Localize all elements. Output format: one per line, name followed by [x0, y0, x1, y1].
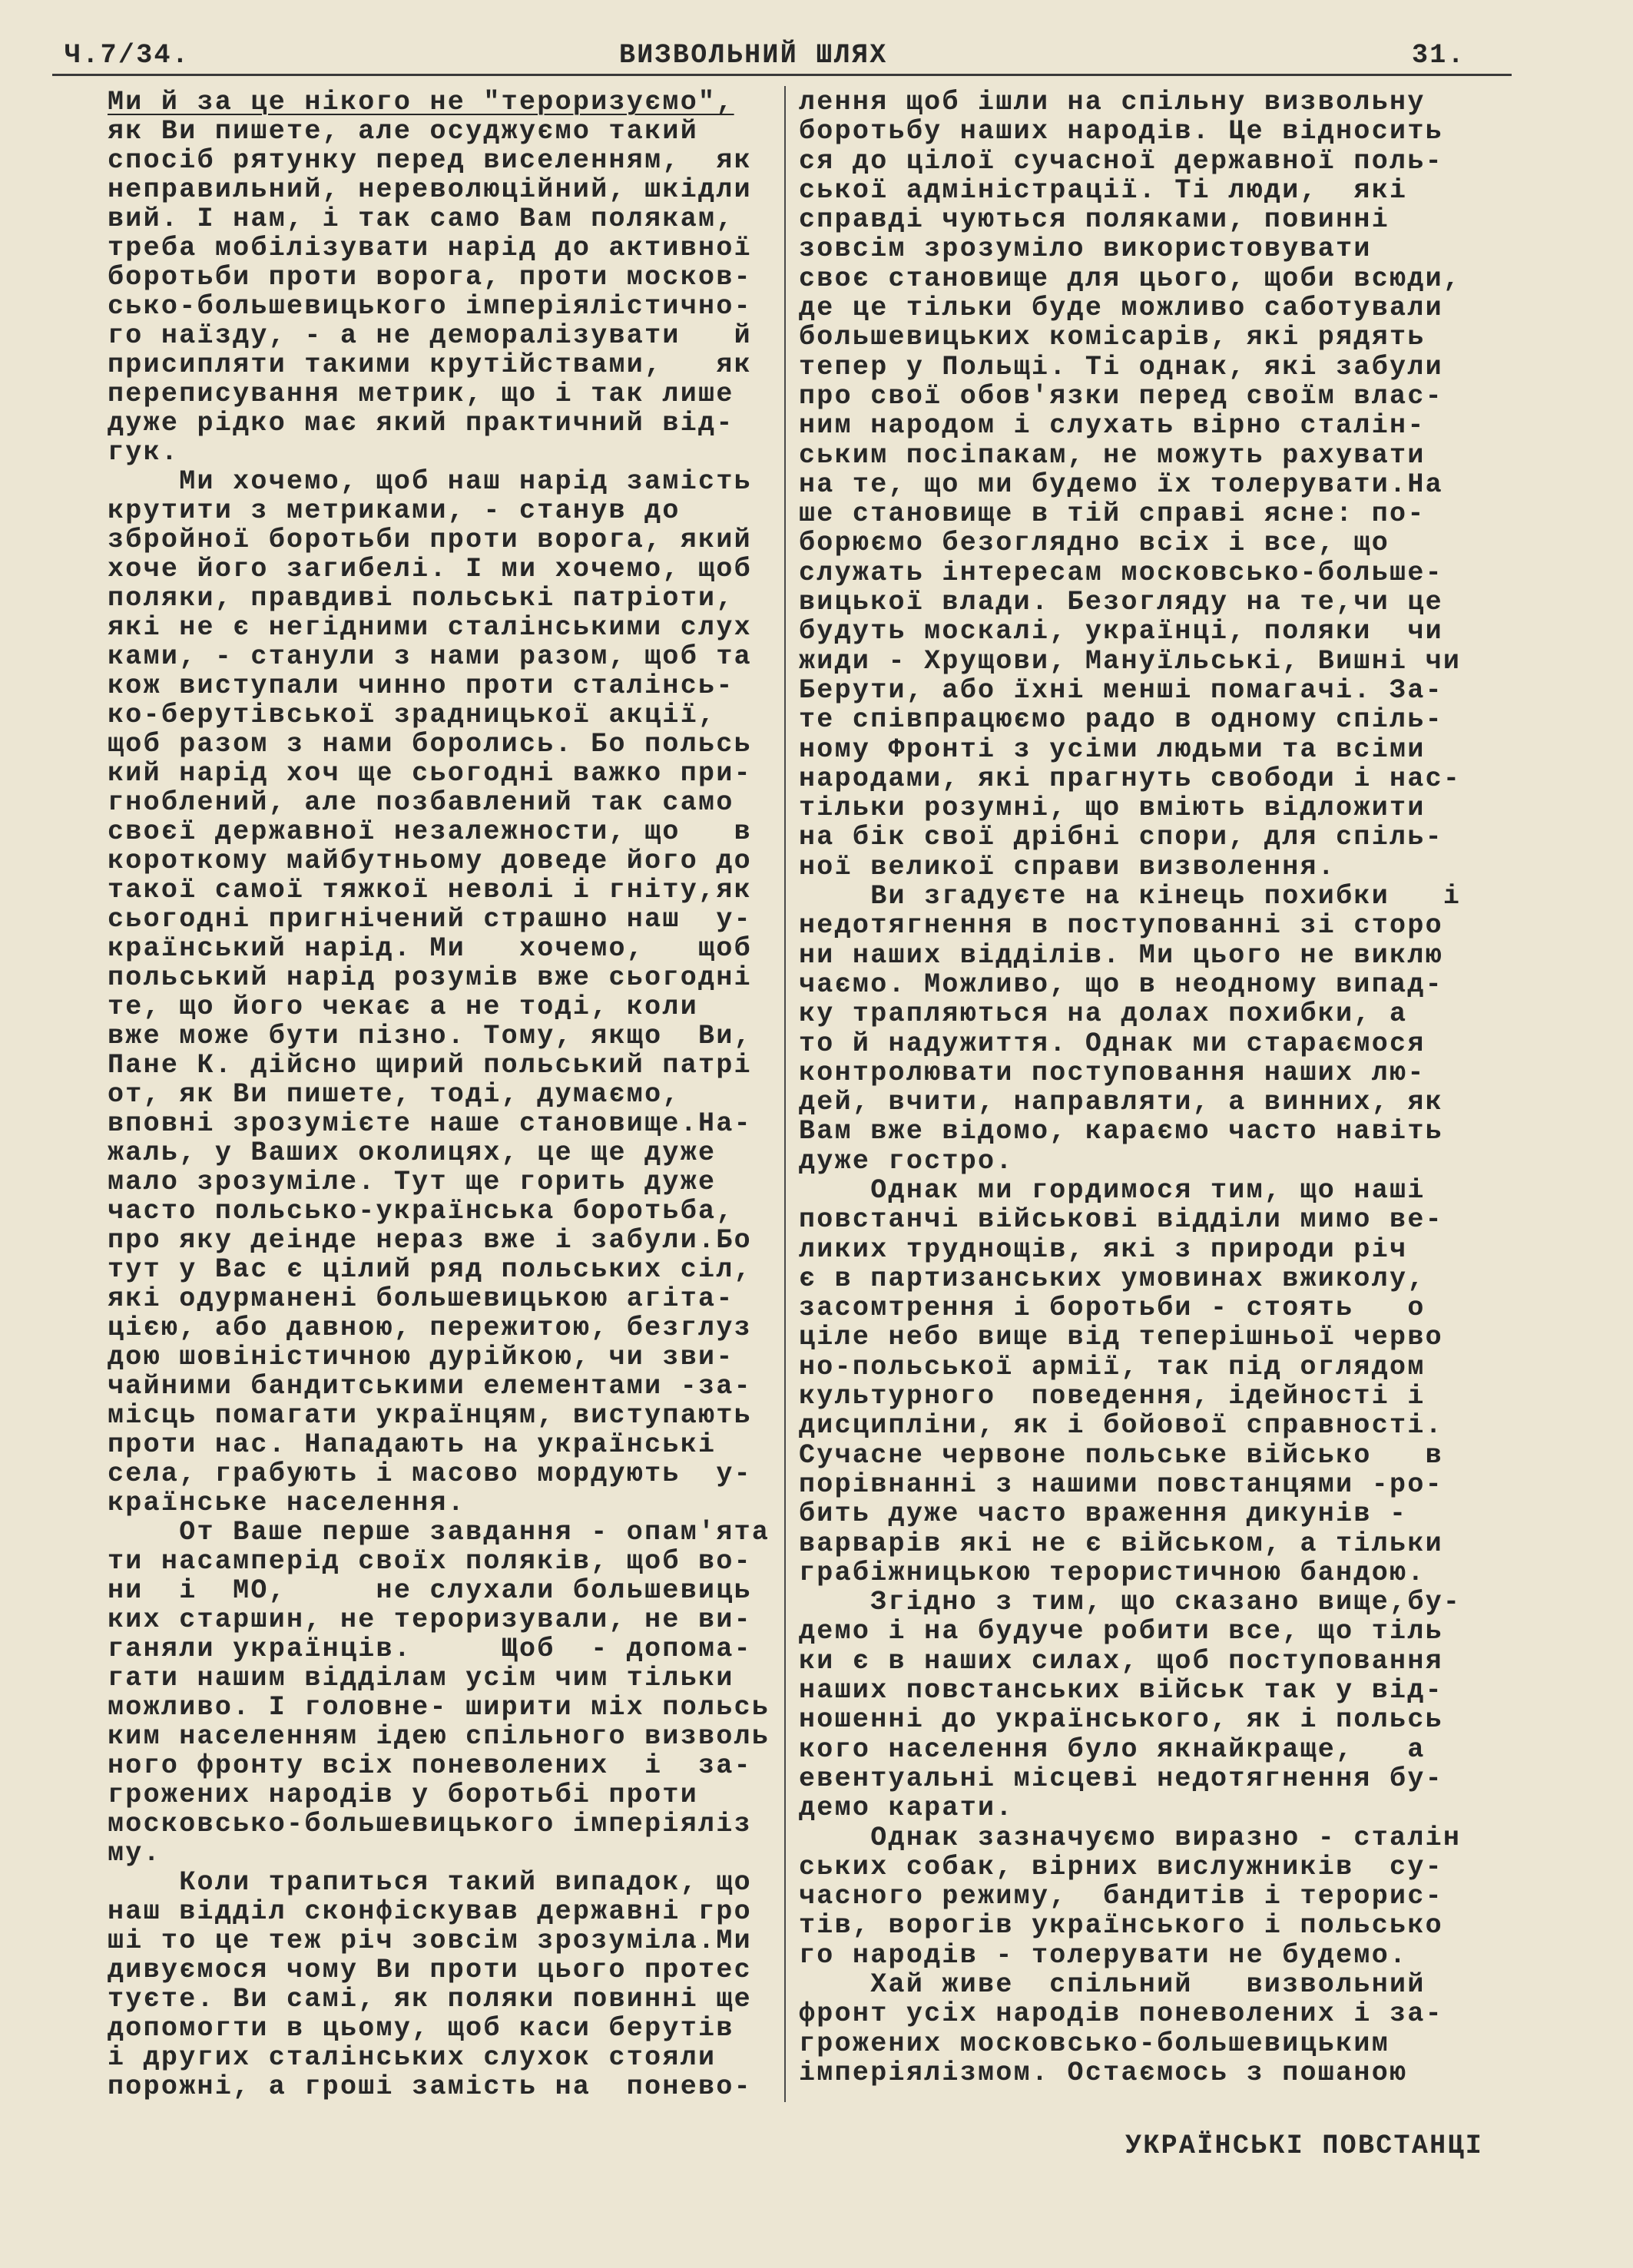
text-line: те, що його чекає а не тоді, коли: [108, 992, 699, 1022]
text-line: такої самої тяжкої неволі і гніту,як: [108, 875, 752, 906]
text-line: гук.: [108, 437, 180, 468]
text-line: Однак ми гордимося тим, що наші: [799, 1174, 1426, 1206]
text-line: порожні, а гроші замість на понево-: [108, 2071, 752, 2102]
text-line: ші то це теж річ зовсім зрозуміла.Ми: [108, 1925, 752, 1956]
text-line: села, грабують і масово мордують у-: [108, 1458, 752, 1489]
text-line: го наїзду, - а не деморалізувати й: [108, 320, 752, 351]
text-line: дою шовіністичною дурійкою, чи зви-: [108, 1342, 734, 1372]
text-line: боротьбу наших народів. Це відносить: [799, 116, 1443, 147]
text-line: московсько-большевицького імперіяліз: [108, 1809, 752, 1839]
text-line: повстанчі військові відділи мимо ве-: [799, 1204, 1443, 1236]
text-line: тепер у Польщі. Ті однак, які забули: [799, 351, 1443, 382]
page-number: 31.: [1412, 40, 1466, 71]
text-line: ликих труднощів, які з природи річ: [799, 1233, 1408, 1265]
text-line: ся до цілої сучасної державної поль-: [799, 145, 1443, 177]
text-line: ше становище в тій справі ясне: по-: [799, 498, 1426, 530]
text-line: кий нарід хоч ще сьогодні важко при-: [108, 758, 752, 789]
text-line: наш відділ сконфіскував державні гро: [108, 1896, 752, 1927]
text-line: Коли трапиться такий випадок, що: [108, 1867, 752, 1898]
text-line: можливо. І головне- ширити міх польсь: [108, 1692, 770, 1723]
text-line: грабіжницькою терористичною бандою.: [799, 1557, 1426, 1588]
text-line: Однак зазначуємо виразно - сталін: [799, 1822, 1462, 1853]
text-line: недотягнення в поступованні зі сторо: [799, 910, 1443, 942]
text-line: жиди - Хрущови, Мануїльські, Вишні чи: [799, 645, 1462, 677]
text-line: тільки розумні, що вміють відложити: [799, 793, 1426, 824]
text-line: ками, - станули з нами разом, щоб та: [108, 641, 752, 672]
text-line: Ми й за це нікого не "тероризуємо",: [108, 87, 734, 118]
text-line: лення щоб ішли на спільну визвольну: [799, 87, 1426, 118]
text-line: ки є в наших силах, щоб поступовання: [799, 1645, 1443, 1677]
text-line: переписування метрик, що і так лише: [108, 379, 734, 409]
text-line: те співпрацюємо радо в одному спіль-: [799, 704, 1443, 736]
signature: УКРАЇНСЬКІ ПОВСТАНЦІ: [1125, 2131, 1484, 2161]
text-line: хоче його загибелі. І ми хочемо, щоб: [108, 554, 752, 584]
text-line: сьогодні пригнічений страшно наш у-: [108, 904, 752, 935]
text-line: країнське населення.: [108, 1488, 466, 1518]
text-line: чаємо. Можливо, що в неодному випад-: [799, 968, 1443, 1000]
text-line: мало зрозуміле. Тут ще горить дуже: [108, 1167, 717, 1197]
text-line: евентуальні місцеві недотягнення бу-: [799, 1763, 1443, 1794]
text-line: ним народом і слухать вірно сталін-: [799, 410, 1426, 442]
text-line: Хай живе спільний визвольний: [799, 1969, 1426, 2000]
text-line: Ми хочемо, щоб наш нарід замість: [108, 466, 752, 497]
text-line: допомогти в цьому, щоб каси берутів: [108, 2013, 734, 2044]
text-line: Пане К. дійсно щирий польський патрі: [108, 1050, 752, 1081]
text-line: зовсім зрозуміло використовувати: [799, 233, 1372, 265]
right-column: [799, 88, 1461, 2088]
text-line: ного фронту всіх поневолених і за-: [108, 1750, 752, 1781]
text-line: неправильний, нереволюційний, шкідли: [108, 174, 752, 205]
text-line: ганяли українців. Щоб - допома-: [108, 1634, 752, 1664]
text-line: є в партизанських умовинах вжиколу,: [799, 1263, 1426, 1294]
text-line: ної великої справи визволення.: [799, 851, 1337, 882]
text-line: поляки, правдиві польські патріоти,: [108, 583, 734, 614]
journal-title: ВИЗВОЛЬНИЙ ШЛЯХ: [619, 40, 888, 71]
text-line: які одурманені большевицькою агіта-: [108, 1283, 734, 1314]
text-line: демо карати.: [799, 1793, 1014, 1824]
text-line: борюємо безоглядно всіх і все, що: [799, 528, 1390, 559]
text-line: боротьби проти ворога, проти москов-: [108, 262, 752, 293]
text-line: кого населення було якнайкраще, а: [799, 1733, 1426, 1765]
left-column: [108, 88, 770, 2101]
text-line: грожених народів у боротьбі проти: [108, 1780, 699, 1810]
text-line: фронт усіх народів поневолених і за-: [799, 1998, 1443, 2030]
text-line: го народів - толерувати не будемо.: [799, 1939, 1408, 1971]
text-line: треба мобілізувати нарід до активної: [108, 233, 752, 263]
text-line: часто польсько-українська боротьба,: [108, 1196, 734, 1227]
text-line: місць помагати українцям, виступають: [108, 1400, 752, 1431]
text-line: жаль, у Ваших околицях, це ще дуже: [108, 1137, 717, 1168]
text-line: гати нашим відділам усім чим тільки: [108, 1663, 734, 1694]
text-line: сько-большевицького імперіялістично-: [108, 291, 752, 322]
text-line: часного режиму, бандитів і терорис-: [799, 1881, 1443, 1912]
text-line: як Ви пишете, але осуджуємо такий: [108, 116, 699, 147]
text-line: ношенні до українського, як і польсь: [799, 1704, 1443, 1736]
text-line: ських собак, вірних вислужників су-: [799, 1851, 1443, 1882]
text-line: де це тільки буде можливо саботували: [799, 293, 1443, 324]
text-line: вицької влади. Безогляду на те,чи це: [799, 587, 1443, 618]
text-line: ни наших відділів. Ми цього не виклю: [799, 939, 1443, 971]
text-line: От Ваше перше завдання - опам'ята: [108, 1517, 770, 1548]
text-line: імперіялізмом. Остаємось з пошаною: [799, 2057, 1408, 2088]
text-line: які не є негідними сталінськими слух: [108, 612, 752, 643]
text-line: спосіб рятунку перед виселенням, як: [108, 145, 752, 176]
text-line: ським посіпакам, не можуть рахувати: [799, 439, 1426, 471]
text-line: ному Фронті з усіми людьми та всіми: [799, 733, 1426, 765]
text-line: контролювати поступовання наших лю-: [799, 1057, 1426, 1088]
text-line: кож виступали чинно проти сталінсь-: [108, 670, 734, 701]
text-line: короткому майбутньому доведе його до: [108, 846, 752, 876]
text-line: своє становище для цього, щоби всюди,: [799, 263, 1462, 294]
text-line: ку трапляються на долах похибки, а: [799, 998, 1408, 1030]
text-line: ких старшин, не тероризували, не ви-: [108, 1604, 752, 1635]
text-line: вже може бути пізно. Тому, якщо Ви,: [108, 1021, 752, 1051]
text-line: Згідно з тим, що сказано вище,бу-: [799, 1587, 1462, 1618]
text-line: своєї державної незалежности, що в: [108, 816, 752, 847]
text-line: проти нас. Нападають на українські: [108, 1429, 717, 1460]
text-line: ко-берутівської зрадницької акції,: [108, 700, 717, 730]
text-line: і других сталінських слухок стояли: [108, 2042, 717, 2073]
text-line: служать інтересам московсько-больше-: [799, 557, 1443, 588]
text-line: ської адміністрації. Ті люди, які: [799, 174, 1408, 206]
text-line: бить дуже часто враження дикунів -: [799, 1498, 1408, 1530]
text-line: ціле небо вище від теперішньої черво: [799, 1322, 1443, 1353]
text-line: дуже рідко має який практичний від-: [108, 408, 734, 439]
text-line: ти насамперід своїх поляків, щоб во-: [108, 1546, 752, 1577]
text-line: дей, вчити, направляти, а винних, як: [799, 1087, 1443, 1118]
issue-number: Ч.7/34.: [65, 40, 190, 71]
text-line: то й надужиття. Однак ми стараємося: [799, 1028, 1426, 1059]
text-line: грожених московсько-большевицьким: [799, 2028, 1390, 2059]
text-line: наших повстанських військ так у від-: [799, 1675, 1443, 1707]
text-line: на те, що ми будемо їх толерувати.На: [799, 468, 1443, 500]
text-line: збройної боротьби проти ворога, який: [108, 525, 752, 555]
text-line: польський нарід розумів вже сьогодні: [108, 962, 752, 993]
text-line: крутити з метриками, - станув до: [108, 495, 681, 526]
text-line: от, як Ви пишете, тоді, думаємо,: [108, 1079, 681, 1110]
text-line: ни і МО, не слухали большевиць: [108, 1575, 752, 1606]
text-line: дуже гостро.: [799, 1145, 1014, 1177]
text-line: Ви згадуєте на кінець похибки і: [799, 881, 1462, 912]
text-line: цією, або давною, пережитою, безглуз: [108, 1313, 752, 1343]
text-line: народами, які прагнуть свободи і нас-: [799, 763, 1462, 794]
text-line: порівнанні з нашими повстанцями -ро-: [799, 1468, 1443, 1500]
text-line: варварів які не є військом, а тільки: [799, 1528, 1443, 1559]
text-line: засомтрення і боротьби - стоять о: [799, 1293, 1426, 1324]
text-line: на бік свої дрібні спори, для спіль-: [799, 822, 1443, 853]
text-line: будуть москалі, українці, поляки чи: [799, 616, 1443, 647]
text-line: вий. І нам, і так само Вам полякам,: [108, 204, 734, 234]
text-line: большевицьких комісарів, які рядять: [799, 322, 1426, 353]
text-line: Сучасне червоне польське військо в: [799, 1439, 1443, 1471]
text-line: чайними бандитськими елементами -за-: [108, 1371, 752, 1402]
text-line: туєте. Ви самі, як поляки повинні ще: [108, 1984, 752, 2015]
text-line: тів, ворогів українського і польсько: [799, 1910, 1443, 1942]
text-line: ким населенням ідею спільного визволь: [108, 1721, 770, 1752]
text-line: про яку деінде нераз вже і забули.Бо: [108, 1225, 752, 1256]
text-line: справді чуються поляками, повинні: [799, 204, 1390, 236]
text-line: демо і на будуче робити все, що тіль: [799, 1616, 1443, 1647]
text-line: му.: [108, 1838, 161, 1869]
text-line: вповні зрозумієте наше становище.На-: [108, 1108, 752, 1139]
header-rule: [52, 74, 1512, 76]
text-line: щоб разом з нами боролись. Бо польсь: [108, 729, 752, 760]
text-line: Берути, або їхні менші помагачі. За-: [799, 674, 1443, 706]
text-line: країнський нарід. Ми хочемо, щоб: [108, 933, 752, 964]
text-line: Вам вже відомо, караємо часто навіть: [799, 1116, 1443, 1147]
text-line: дисципліни, як і бойової справності.: [799, 1410, 1443, 1442]
text-line: гноблений, але позбавлений так само: [108, 787, 734, 818]
text-line: тут у Вас є цілий ряд польських сіл,: [108, 1254, 752, 1285]
text-line: про свої обов'язки перед своїм влас-: [799, 380, 1443, 412]
text-line: присипляти такими крутійствами, як: [108, 349, 752, 380]
text-line: но-польської армії, так під оглядом: [799, 1351, 1426, 1382]
column-divider: [784, 86, 786, 2102]
text-line: дивуємося чому Ви проти цього протес: [108, 1955, 752, 1985]
text-line: культурного поведення, ідейності і: [799, 1381, 1426, 1412]
